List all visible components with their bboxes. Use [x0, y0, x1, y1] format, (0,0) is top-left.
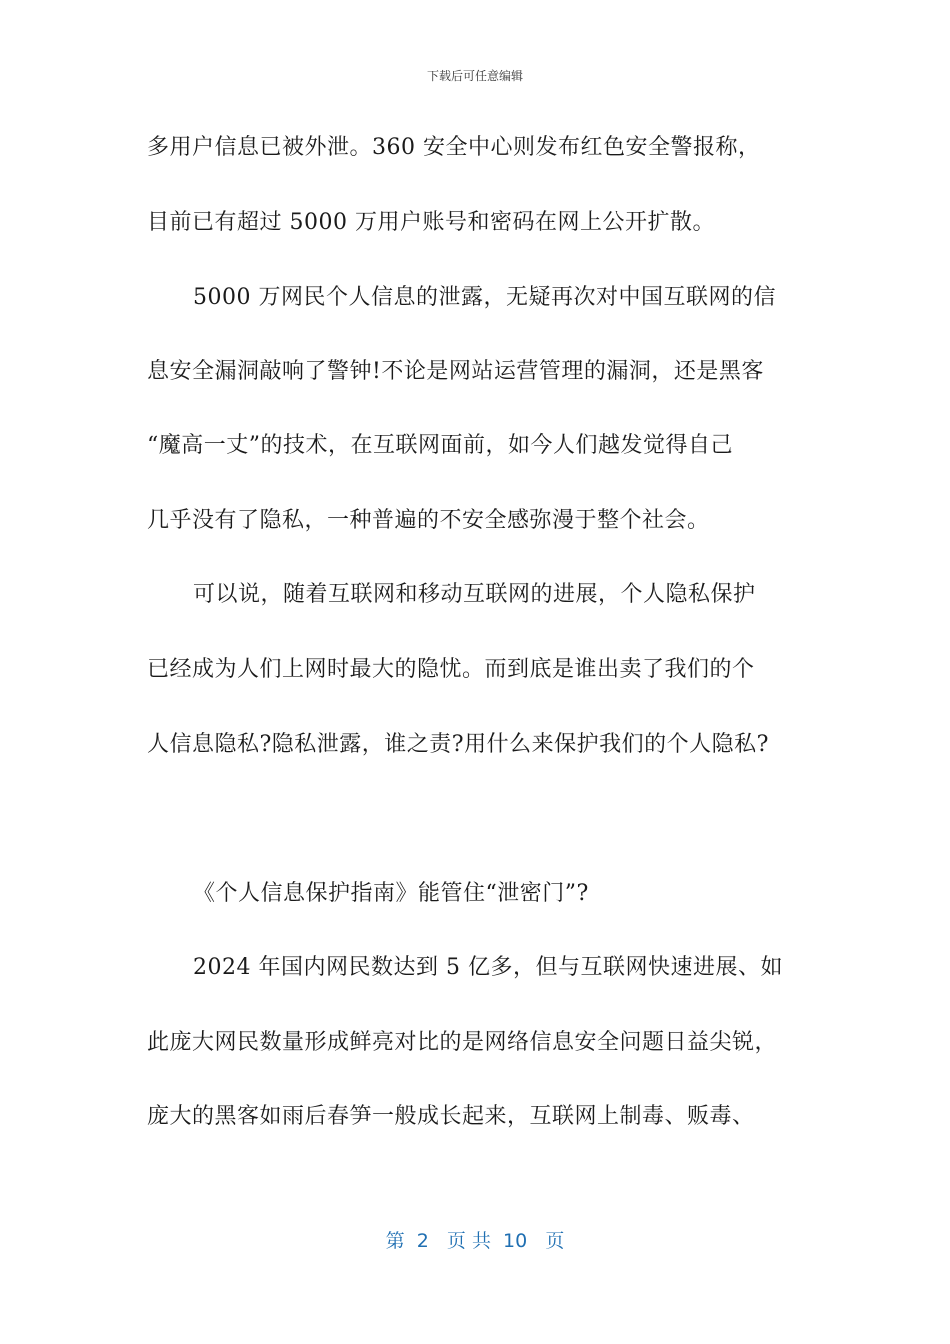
body-line: 可以说，随着互联网和移动互联网的进展，个人隐私保护 — [193, 582, 756, 607]
body-line: 多用户信息已被外泄。360 安全中心则发布红色安全警报称， — [147, 135, 761, 160]
body-line: 目前已有超过 5000 万用户账号和密码在网上公开扩散。 — [147, 210, 715, 235]
body-line: 息安全漏洞敲响了警钟!不论是网站运营管理的漏洞，还是黑客 — [147, 359, 764, 384]
body-line: 此庞大网民数量形成鲜亮对比的是网络信息安全问题日益尖锐， — [147, 1030, 778, 1055]
section-heading: 《个人信息保护指南》能管住“泄密门”? — [193, 881, 589, 906]
body-line: 庞大的黑客如雨后春笋一般成长起来，互联网上制毒、贩毒、 — [147, 1104, 755, 1129]
body-line: 5000 万网民个人信息的泄露，无疑再次对中国互联网的信 — [193, 285, 776, 310]
page-number-footer: 第 2 页 共 10 页 — [385, 1230, 565, 1252]
body-line: 几乎没有了隐私，一种普遍的不安全感弥漫于整个社会。 — [147, 508, 710, 533]
body-line: “魔高一丈”的技术，在互联网面前，如今人们越发觉得自己 — [147, 433, 733, 458]
body-line: 已经成为人们上网时最大的隐忧。而到底是谁出卖了我们的个 — [147, 657, 755, 682]
body-line: 2024 年国内网民数达到 5 亿多，但与互联网快速进展、如 — [193, 955, 783, 980]
body-line: 人信息隐私?隐私泄露，谁之责?用什么来保护我们的个人隐私? — [147, 732, 769, 757]
header-note: 下载后可任意编辑 — [426, 69, 523, 83]
